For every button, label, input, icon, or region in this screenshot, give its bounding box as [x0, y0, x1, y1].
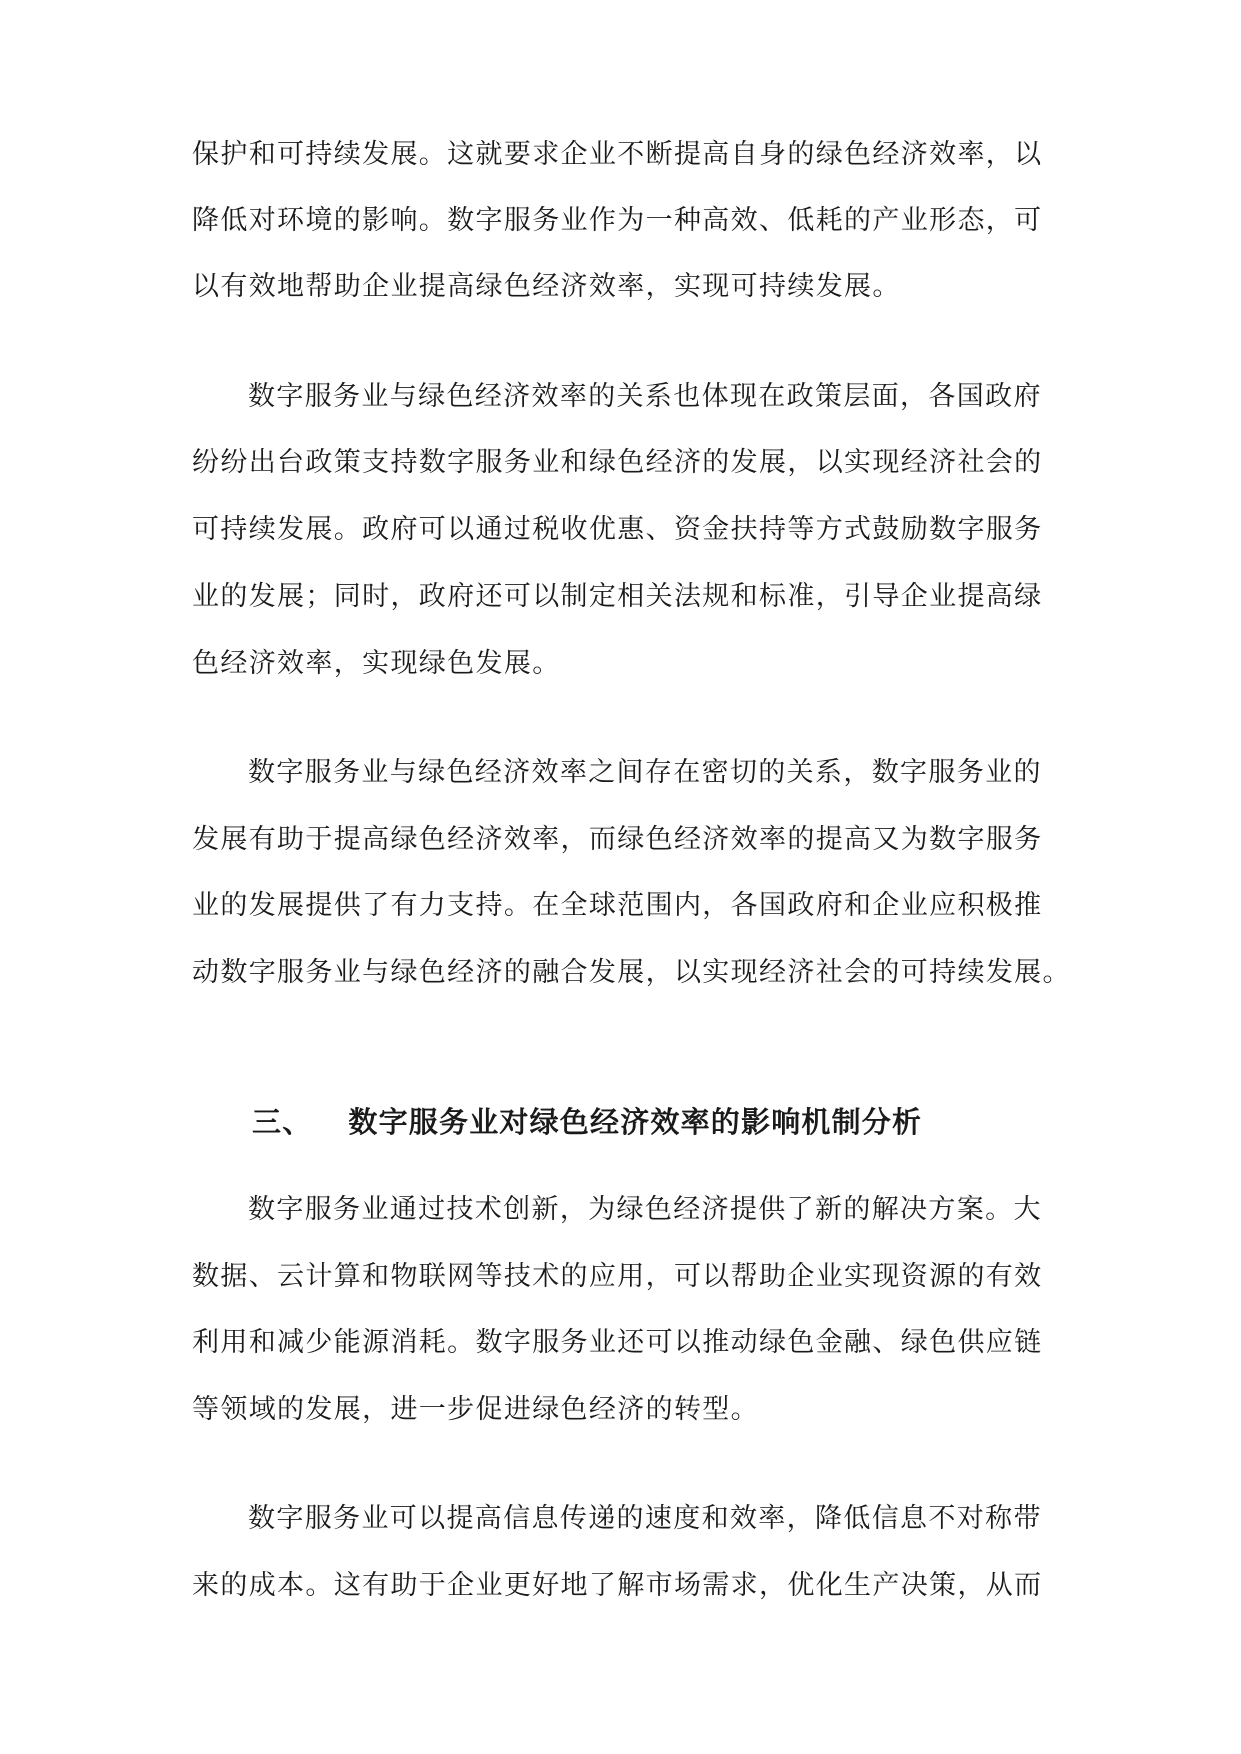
paragraph-line: 来的成本。这有助于企业更好地了解市场需求，优化生产决策，从而: [192, 1570, 1043, 1601]
paragraph-line: 利用和减少能源消耗。数字服务业还可以推动绿色金融、绿色供应链: [192, 1327, 1043, 1358]
paragraph-line: 数字服务业与绿色经济效率的关系也体现在政策层面，各国政府: [248, 381, 1042, 412]
paragraph-line: 等领域的发展，进一步促进绿色经济的转型。: [192, 1394, 759, 1425]
paragraph-line: 业的发展提供了有力支持。在全球范围内，各国政府和企业应积极推: [192, 890, 1043, 921]
paragraph-line: 数字服务业通过技术创新，为绿色经济提供了新的解决方案。大: [248, 1194, 1042, 1225]
paragraph-line: 业的发展；同时，政府还可以制定相关法规和标准，引导企业提高绿: [192, 581, 1043, 612]
paragraph-line: 保护和可持续发展。这就要求企业不断提高自身的绿色经济效率，以: [192, 139, 1043, 170]
section-heading: [252, 1100, 922, 1144]
paragraph-line: 色经济效率，实现绿色发展。: [192, 648, 561, 679]
paragraph-line: 纷纷出台政策支持数字服务业和绿色经济的发展，以实现经济社会的: [192, 447, 1043, 478]
paragraph-line: 动数字服务业与绿色经济的融合发展，以实现经济社会的可持续发展。: [192, 957, 1071, 988]
paragraph-line: 数字服务业与绿色经济效率之间存在密切的关系，数字服务业的: [248, 757, 1042, 788]
paragraph-line: 可持续发展。政府可以通过税收优惠、资金扶持等方式鼓励数字服务: [192, 514, 1043, 545]
paragraph-line: 以有效地帮助企业提高绿色经济效率，实现可持续发展。: [192, 271, 901, 302]
paragraph-line: 发展有助于提高绿色经济效率，而绿色经济效率的提高又为数字服务: [192, 824, 1043, 855]
section-number: 三、: [252, 1105, 313, 1139]
paragraph-line: 数字服务业可以提高信息传递的速度和效率，降低信息不对称带: [248, 1503, 1042, 1534]
paragraph-line: 降低对环境的影响。数字服务业作为一种高效、低耗的产业形态，可: [192, 205, 1043, 236]
paragraph-line: 数据、云计算和物联网等技术的应用，可以帮助企业实现资源的有效: [192, 1261, 1043, 1292]
section-title: 数字服务业对绿色经济效率的影响机制分析: [348, 1105, 923, 1139]
